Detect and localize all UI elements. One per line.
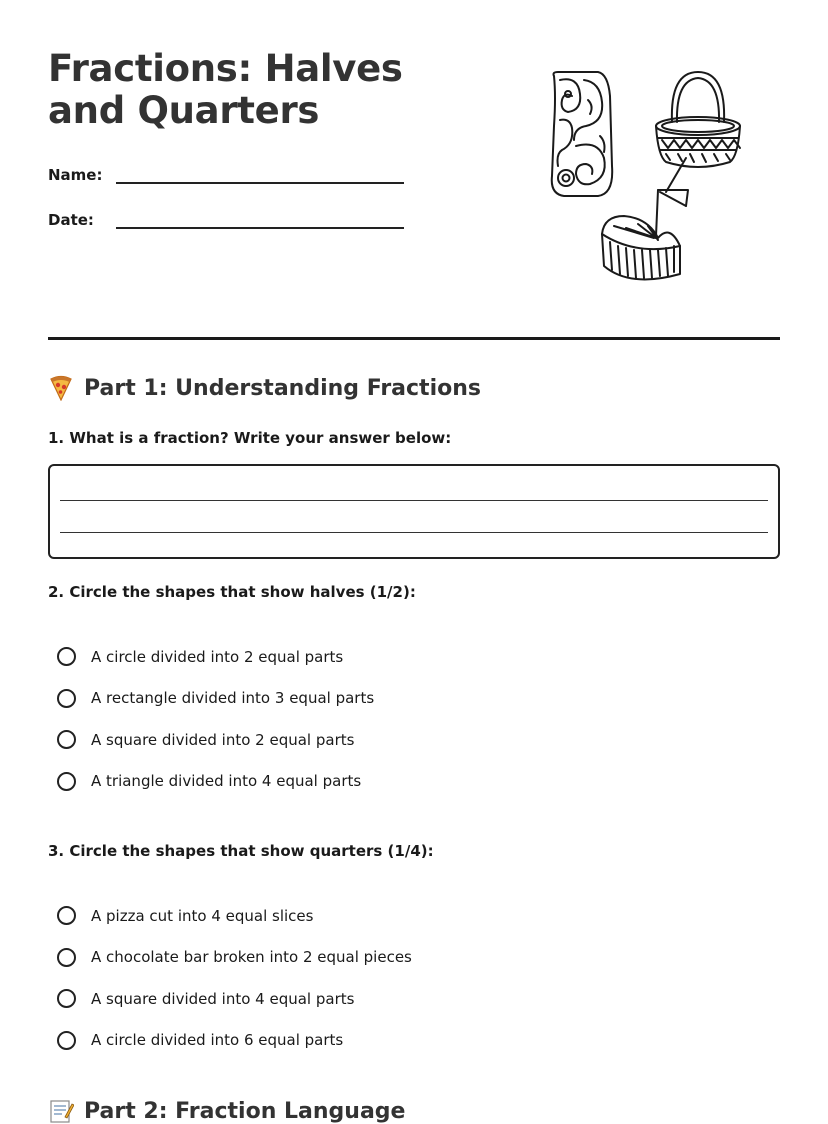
option-circle[interactable] <box>57 989 76 1008</box>
option-circle[interactable] <box>57 772 76 791</box>
option-label: A square divided into 2 equal parts <box>91 730 355 749</box>
option-item[interactable] <box>57 937 412 979</box>
pizza-icon <box>48 375 74 401</box>
cake-slice-drawing <box>602 158 688 279</box>
name-field <box>48 160 404 184</box>
option-item[interactable] <box>57 678 374 720</box>
option-item[interactable] <box>57 761 374 803</box>
option-item[interactable] <box>57 978 412 1020</box>
part2-heading-text: Part 2: Fraction Language <box>84 1098 406 1124</box>
option-circle[interactable] <box>57 730 76 749</box>
option-label: A triangle divided into 4 equal parts <box>91 772 362 791</box>
name-label: Name: <box>48 166 103 184</box>
date-field <box>48 205 404 229</box>
worksheet-title: Fractions: Halves and Quarters <box>48 47 403 132</box>
part1-heading-text: Part 1: Understanding Fractions <box>84 375 481 401</box>
option-label: A rectangle divided into 3 equal parts <box>91 689 375 708</box>
option-label: A chocolate bar broken into 2 equal pieces <box>91 948 412 967</box>
option-item[interactable] <box>57 636 374 678</box>
memo-icon <box>48 1098 74 1124</box>
answer-box[interactable] <box>48 464 780 559</box>
fraction-illustration <box>540 66 750 291</box>
date-label: Date: <box>48 211 94 229</box>
option-item[interactable] <box>57 895 412 937</box>
name-write-line[interactable] <box>116 160 404 184</box>
option-circle[interactable] <box>57 948 76 967</box>
question-1: 1. What is a fraction? Write your answer below: <box>48 429 452 447</box>
part1-heading <box>48 375 481 401</box>
answer-line-2 <box>60 532 768 533</box>
option-label: A square divided into 4 equal parts <box>91 989 355 1008</box>
carved-tile-drawing <box>552 72 612 196</box>
question-3-options <box>57 895 412 1061</box>
answer-line-1 <box>60 500 768 501</box>
option-circle[interactable] <box>57 906 76 925</box>
basket-drawing <box>656 72 740 167</box>
option-circle[interactable] <box>57 647 76 666</box>
option-label: A circle divided into 6 equal parts <box>91 1031 344 1050</box>
question-2-options <box>57 636 374 802</box>
part2-heading <box>48 1098 405 1124</box>
option-circle[interactable] <box>57 689 76 708</box>
question-3: 3. Circle the shapes that show quarters (1/4): <box>48 842 434 860</box>
option-label: A pizza cut into 4 equal slices <box>91 906 314 925</box>
option-item[interactable] <box>57 719 374 761</box>
option-item[interactable] <box>57 1020 412 1062</box>
date-write-line[interactable] <box>116 205 404 229</box>
header-divider <box>48 337 780 340</box>
option-circle[interactable] <box>57 1031 76 1050</box>
question-2: 2. Circle the shapes that show halves (1/2): <box>48 583 416 601</box>
option-label: A circle divided into 2 equal parts <box>91 647 344 666</box>
